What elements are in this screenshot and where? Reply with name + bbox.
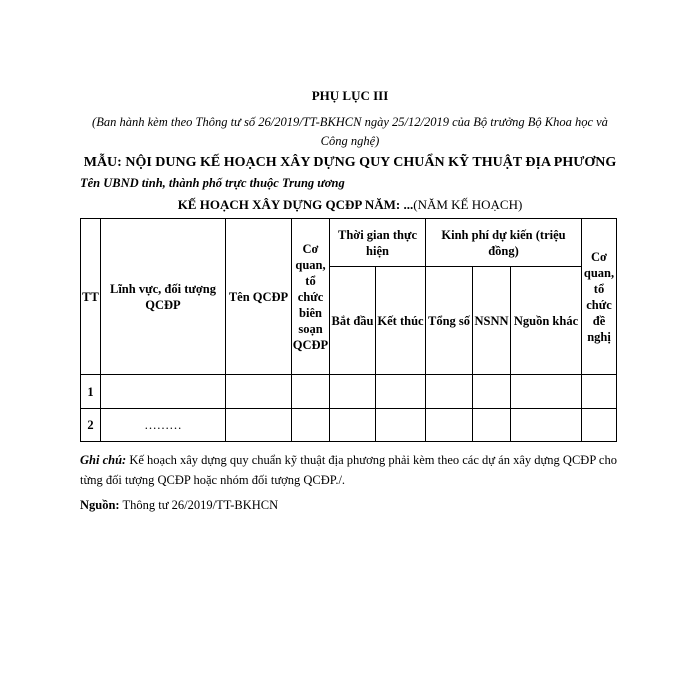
header-state-budget: NSNN [473,267,511,375]
note-text: Kế hoạch xây dựng quy chuẩn kỹ thuật địa phương phải kèm theo các dự án xây dựng QCĐP cho từng đối tượng QCĐP hoặc nhóm đối tượng QCĐP./. [80,453,617,487]
source-paragraph [80,498,620,513]
note-paragraph [80,450,620,490]
header-total: Tổng số [426,267,473,375]
document-page [80,88,620,513]
table-row [81,375,617,409]
row-cell [473,409,511,442]
note-label: Ghi chú: [80,453,127,467]
table-row [81,409,617,442]
header-drafting-org: Cơ quan, tổ chức biên soạn QCĐP [292,219,330,375]
header-budget-group: Kinh phí dự kiến (triệu đồng) [426,219,582,267]
row-cell [426,409,473,442]
row-cell [226,409,292,442]
plan-table [80,218,617,442]
header-end: Kết thúc [376,267,426,375]
source-text: Thông tư 26/2019/TT-BKHCN [119,498,279,512]
row-number: 1 [81,375,101,409]
row-cell [226,375,292,409]
header-field: Lĩnh vực, đối tượng QCĐP [101,219,226,375]
form-heading: MẪU: NỘI DUNG KẾ HOẠCH XÂY DỰNG QUY CHUẨN KỸ THUẬT ĐỊA PHƯƠNG [83,155,617,170]
row-cell [426,375,473,409]
issued-by-note: (Ban hành kèm theo Thông tư số 26/2019/TT-BKHCN ngày 25/12/2019 của Bộ trưởng Bộ Khoa học và Công nghệ) [92,115,608,148]
header-other-source: Nguồn khác [511,267,582,375]
row-cell [582,375,617,409]
plan-title-main: KẾ HOẠCH XÂY DỰNG QCĐP NĂM: ... [177,197,414,212]
row-field [101,375,226,409]
header-tt: TT [81,219,101,375]
header-start: Bắt đầu [330,267,376,375]
row-cell [292,375,330,409]
row-cell [330,409,376,442]
plan-title [80,197,620,213]
source-label: Nguồn: [80,498,120,512]
plan-title-year: (NĂM KẾ HOẠCH) [413,197,523,212]
table-header-row-1 [81,219,617,267]
row-cell [376,409,426,442]
header-time-group: Thời gian thực hiện [330,219,426,267]
row-field: ……… [101,409,226,442]
row-cell [473,375,511,409]
row-number: 2 [81,409,101,442]
row-cell [292,409,330,442]
row-cell [582,409,617,442]
row-cell [511,375,582,409]
header-proposing-org: Cơ quan, tổ chức đề nghị [582,219,617,375]
row-cell [376,375,426,409]
row-cell [511,409,582,442]
header-name: Tên QCĐP [226,219,292,375]
appendix-title: PHỤ LỤC III [311,88,389,103]
row-cell [330,375,376,409]
unit-name: Tên UBND tỉnh, thành phố trực thuộc Trung ương [80,176,345,190]
